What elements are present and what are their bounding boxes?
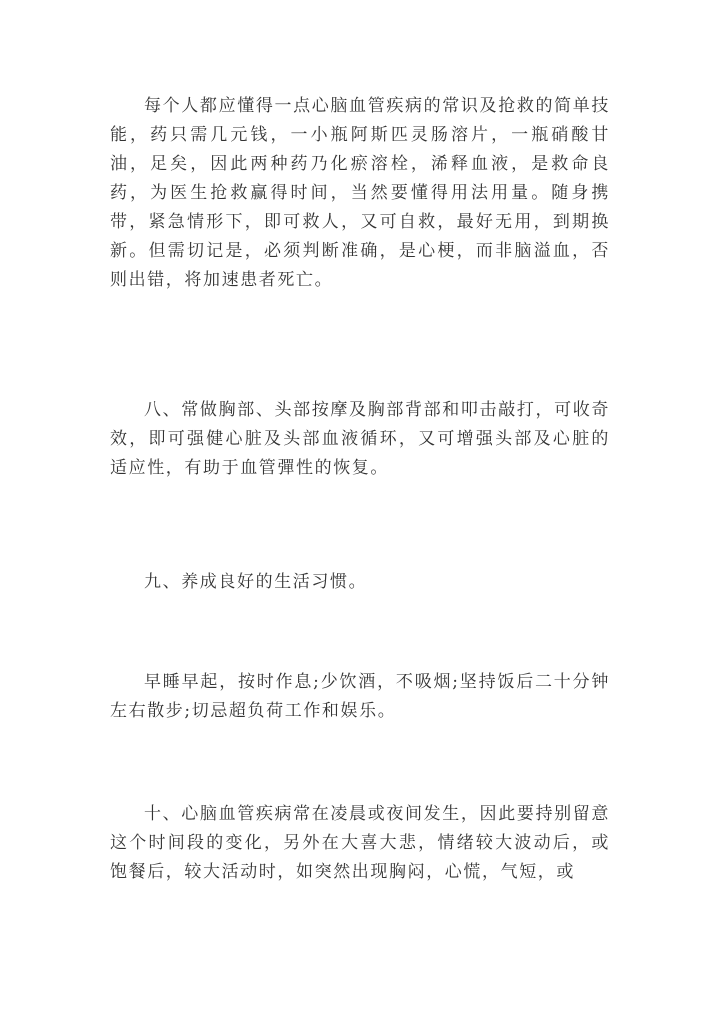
paragraph-item-ten-night-onset: 十、心脑血管疾病常在凌晨或夜间发生，因此要持别留意这个时间段的变化，另外在大喜大悲，情绪较大波动后，或饱餐后，较大活动时，如突然出现胸闷，心慌，气短，或 [110,804,610,882]
paragraph-item-eight-massage: 八、常做胸部、头部按摩及胸部背部和叩击敲打，可收奇效，即可强健心脏及头部血液循环，又可增强头部及心脏的适应性，有助于血管彈性的恢复。 [110,400,610,478]
paragraph-item-nine-habits: 九、养成良好的生活习惯。 [144,572,368,592]
paragraph-emergency-medicine: 每个人都应懂得一点心脑血管疾病的常识及抢救的简单技能，药只需几元钱，一小瓶阿斯匹灵肠溶片，一瓶硝酸甘油，足矣，因此两种药乃化瘀溶栓，浠释血液，是救命良药，为医生抢救赢得时间，当然要懂得用法用量。随身携带，紧急情形下，即可救人，又可自救，最好无用，到期换新。但需切记是，必须判断准确，是心梗，而非脑溢血，否则出错，将加速患者死亡。 [110,96,610,290]
paragraph-daily-routine: 早睡早起，按时作息;少饮酒，不吸烟;坚持饭后二十分钟左右散步;切忌超负荷工作和娱乐。 [110,672,610,721]
